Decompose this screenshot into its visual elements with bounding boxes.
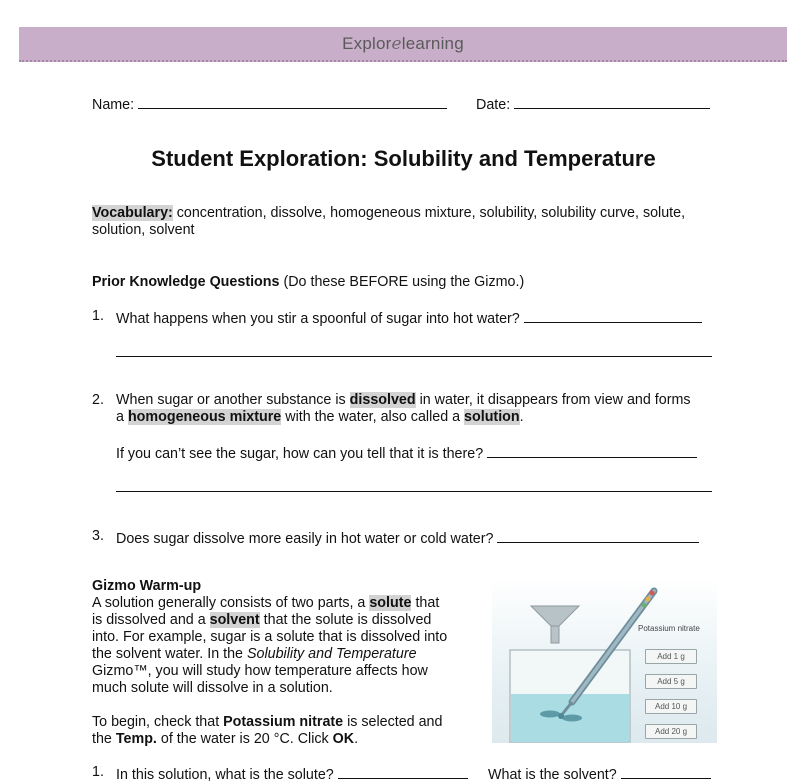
name-field[interactable]	[92, 94, 447, 114]
warmup-question-1: In this solution, what is the solute?	[116, 764, 468, 784]
question-2: When sugar or another substance is dissolved in water, it disappears from view and forms a homogeneous mixture with the water, also called a solution.	[116, 392, 691, 425]
name-label: Name:	[92, 97, 135, 113]
add-10g-button[interactable]: Add 10 g	[645, 699, 697, 714]
term-solute: solute	[369, 595, 412, 611]
question-1: What happens when you stir a spoonful of sugar into hot water?	[116, 308, 702, 328]
date-label: Date:	[476, 97, 511, 113]
term-solvent: solvent	[209, 612, 260, 628]
gizmo-screenshot	[492, 578, 717, 743]
answer-line[interactable]	[116, 356, 712, 357]
brand-logo: Explorelearning	[342, 34, 464, 54]
prior-knowledge-heading: Prior Knowledge Questions (Do these BEFORE using the Gizmo.)	[92, 274, 525, 290]
add-5g-button[interactable]: Add 5 g	[645, 674, 697, 689]
term-homogeneous-mixture: homogeneous mixture	[127, 409, 282, 425]
answer-line[interactable]	[487, 443, 697, 458]
question-3: Does sugar dissolve more easily in hot water or cold water?	[116, 528, 699, 548]
term-dissolved: dissolved	[349, 392, 416, 408]
question-number: 2.	[92, 392, 104, 408]
question-number: 1.	[92, 308, 104, 324]
question-number: 3.	[92, 528, 104, 544]
question-number: 1.	[92, 764, 104, 780]
warmup-heading: Gizmo Warm-up	[92, 578, 202, 594]
vocabulary	[92, 205, 732, 239]
solvent-answer-line[interactable]	[621, 764, 711, 779]
vocabulary-terms: concentration, dissolve, homogeneous mixture, solubility, solubility curve, solute,	[172, 205, 686, 221]
vocabulary-label: Vocabulary:	[92, 205, 173, 221]
answer-line[interactable]	[116, 491, 712, 492]
solute-answer-line[interactable]	[338, 764, 468, 779]
answer-line[interactable]	[524, 308, 702, 323]
gizmo-substance-label: Potassium nitrate	[638, 624, 700, 633]
add-20g-button[interactable]: Add 20 g	[645, 724, 697, 739]
date-line[interactable]	[514, 94, 710, 109]
name-line[interactable]	[138, 94, 447, 109]
question-2-followup: If you can’t see the sugar, how can you tell that it is there?	[116, 443, 697, 463]
page-title: Student Exploration: Solubility and Temperature	[151, 146, 656, 171]
header-bar	[19, 27, 787, 62]
add-1g-button[interactable]: Add 1 g	[645, 649, 697, 664]
vocabulary-terms-2: solution, solvent	[92, 222, 195, 238]
warmup-question-1b: What is the solvent?	[488, 764, 711, 784]
term-solution: solution	[464, 409, 520, 425]
date-field[interactable]	[476, 94, 710, 114]
warmup-section: Gizmo Warm-up A solution generally consists of two parts, a solute that is dissolved and a solvent that the solute is dissolved into. For example, sugar is a solute that is dissolved into the solvent water. In the Solubility and Temperature Gizmo™, you will study how temperature affects how much solute will dissolve in a solution. To begin, check that Potassium nitrate is selected and the Temp. of the water is 20 °C. Click OK.	[92, 578, 482, 748]
answer-line[interactable]	[497, 528, 699, 543]
